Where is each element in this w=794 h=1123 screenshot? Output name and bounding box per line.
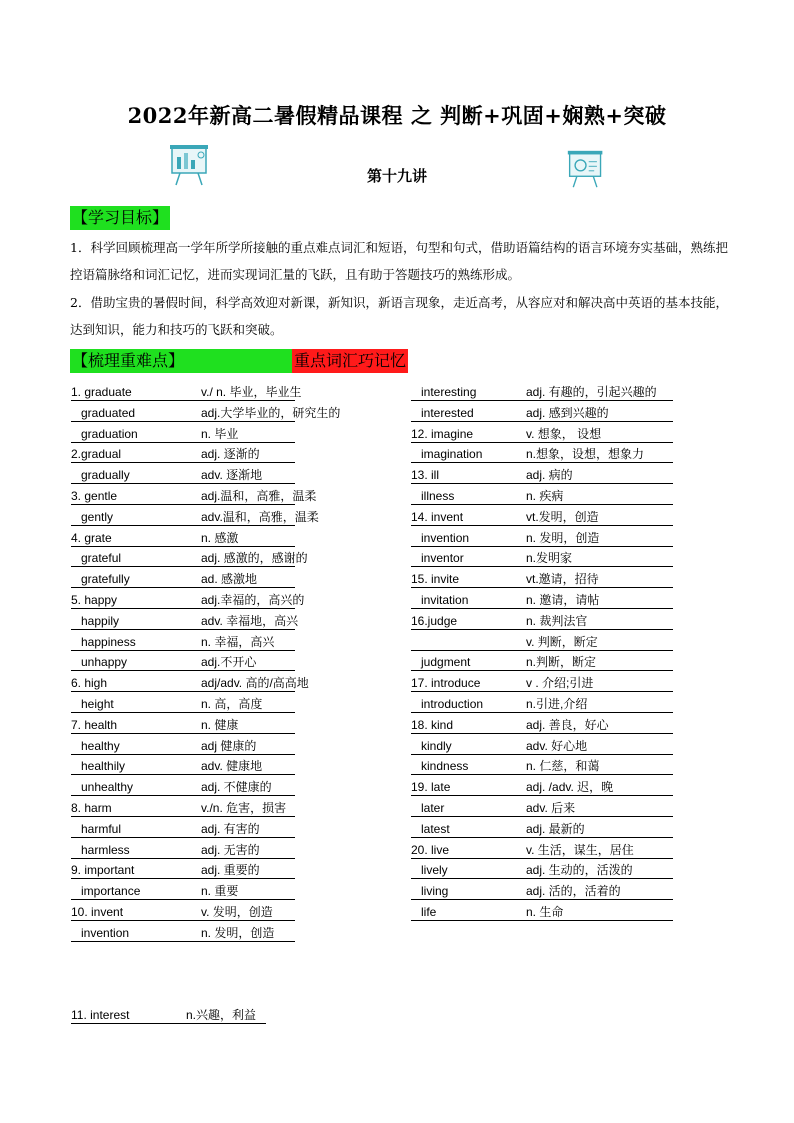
vocab-underline: [411, 400, 673, 401]
vocab-row: [411, 904, 673, 921]
vocab-underline: [411, 629, 673, 630]
vocab-definition: adj.不开心: [201, 655, 257, 670]
vocab-row: [71, 758, 295, 775]
vocab-word: 4. grate: [71, 530, 112, 545]
vocab-word: 11. interest: [71, 1008, 130, 1022]
vocab-definition: adv. 幸福地，高兴: [201, 613, 299, 628]
vocab-definition: vt.邀请，招待: [526, 572, 599, 587]
vocab-row: [411, 862, 673, 879]
vocab-word: lively: [411, 863, 448, 878]
vocab-word: illness: [411, 489, 455, 503]
vocab-row: [411, 883, 673, 900]
vocab-definition: n. 健康: [201, 717, 239, 732]
vocab-definition: adv. 逐渐地: [201, 468, 263, 483]
vocab-row: [71, 488, 317, 505]
vocab-word: unhealthy: [71, 780, 134, 795]
vocab-underline: [71, 691, 295, 692]
vocab-definition: adj. 病的: [526, 468, 573, 483]
vocab-underline: [71, 504, 295, 505]
vocab-row: [411, 467, 673, 484]
vocab-row: [71, 592, 305, 609]
vocab-underline: [71, 421, 295, 422]
vocab-row: [411, 530, 673, 547]
vocab-definition: v . 介绍;引进: [526, 676, 594, 691]
vocab-underline: [71, 525, 295, 526]
vocab-definition: adj/adv. 高的/高高地: [201, 676, 309, 691]
vocab-definition: n. 疾病: [526, 489, 564, 503]
vocab-underline: [411, 774, 673, 775]
vocab-definition: v. 判断，断定: [526, 634, 598, 649]
vocab-definition: v. 生活，谋生，居住: [526, 842, 634, 857]
vocab-underline: [411, 733, 673, 734]
vocab-word: kindly: [411, 738, 452, 753]
vocab-definition: adj. /adv. 迟，晚: [526, 780, 614, 795]
vocab-underline: [411, 608, 673, 609]
vocab-underline: [411, 670, 673, 671]
vocab-definition: adj. 有趣的，引起兴趣的: [526, 385, 657, 399]
vocab-word: inventor: [411, 551, 464, 566]
vocab-word: life: [411, 905, 437, 919]
vocab-word: judgment: [411, 655, 471, 670]
vocab-definition: n. 发明，创造: [201, 925, 275, 940]
vocab-word: introduction: [411, 697, 484, 711]
vocab-row: [71, 654, 295, 671]
vocab-row: [411, 634, 673, 651]
vocab-row: [411, 738, 673, 755]
vocab-definition: n. 高，高度: [201, 697, 263, 711]
vocab-underline: [411, 899, 673, 900]
vocab-underline: [411, 525, 673, 526]
vocab-underline: [71, 774, 295, 775]
vocab-word: 8. harm: [71, 801, 112, 815]
vocab-underline: [71, 712, 295, 713]
vocab-definition: v. 想象， 设想: [526, 426, 602, 441]
vocab-underline: [411, 546, 673, 547]
vocab-word: 2.gradual: [71, 447, 122, 462]
vocab-underline: [411, 795, 673, 796]
goal-paragraph: 1．科学回顾梳理高一学年所学所接触的重点难点词汇和短语，句型和句式，借助语篇结构的语言环境夯实基础，熟练把控语篇脉络和词汇记忆，进而实现词汇量的飞跃，且有助于答题技巧的熟练形成。: [70, 240, 728, 282]
vocab-definition: v. 发明，创造: [201, 905, 273, 919]
vocab-row: [71, 800, 295, 817]
vocab-row: [411, 488, 673, 505]
goal-paragraph: 2．借助宝贵的暑假时间，科学高效迎对新课，新知识，新语言现象，走近高考，从容应对和解决高中英语的基本技能，达到知识，能力和技巧的飞跃和突破。: [70, 295, 728, 337]
vocab-definition: n. 重要: [201, 884, 239, 899]
vocab-row: [71, 696, 295, 713]
vocab-definition: v./n. 危害，损害: [201, 801, 287, 815]
vocab-underline: [71, 462, 295, 463]
review-heading: 【梳理重难点】: [70, 349, 294, 373]
vocab-definition: adj. 有害的: [201, 821, 260, 836]
vocab-underline: [411, 691, 673, 692]
vocab-row: [71, 509, 319, 526]
vocab-underline: [71, 878, 295, 879]
vocab-word: kindness: [411, 759, 469, 774]
vocab-word: gradually: [71, 468, 130, 483]
vocab-heading: 重点词汇巧记忆: [292, 349, 408, 373]
vocab-definition: vt.发明，创造: [526, 509, 599, 524]
vocab-underline: [411, 712, 673, 713]
vocab-row: [71, 571, 295, 588]
vocab-definition: n. 幸福，高兴: [201, 634, 275, 649]
vocab-row: [411, 613, 673, 630]
vocab-row: [71, 883, 295, 900]
vocab-underline: [411, 483, 673, 484]
vocab-row: [71, 738, 295, 755]
vocab-word: 18. kind: [411, 717, 454, 732]
vocab-row: [71, 530, 295, 547]
learning-goals-heading: 【学习目标】: [70, 206, 170, 230]
vocab-word: 5. happy: [71, 593, 118, 607]
vocab-row: [411, 592, 673, 609]
vocab-word: 20. live: [411, 842, 450, 857]
vocab-definition: n. 仁慈，和蔼: [526, 759, 600, 774]
vocab-definition: adj. 无害的: [201, 842, 260, 857]
vocab-definition: n. 发明，创造: [526, 530, 600, 545]
vocab-underline: [71, 608, 295, 609]
vocab-row: [411, 821, 673, 838]
vocab-word: 17. introduce: [411, 676, 481, 691]
vocab-row: [71, 405, 341, 422]
vocab-underline: [71, 650, 295, 651]
vocab-word: healthy: [71, 738, 120, 753]
vocab-row: [411, 800, 673, 817]
vocab-row: [71, 862, 295, 879]
vocab-word: invention: [71, 925, 130, 940]
vocab-row: [71, 467, 295, 484]
vocab-row: [411, 446, 673, 463]
vocab-definition: n.发明家: [526, 551, 573, 566]
vocab-definition: adj. 善良，好心: [526, 717, 609, 732]
vocab-word: 19. late: [411, 780, 451, 795]
vocab-word: interesting: [411, 385, 477, 399]
vocab-row: [71, 842, 295, 859]
vocab-row: [411, 779, 673, 796]
vocab-word: graduation: [71, 426, 138, 441]
vocab-row: [411, 550, 673, 567]
vocab-word: 9. important: [71, 863, 135, 878]
vocab-definition: adv.温和，高雅，温柔: [201, 509, 319, 524]
vocab-word: happiness: [71, 634, 136, 649]
vocab-underline: [71, 400, 295, 401]
vocab-definition: v./ n. 毕业，毕业生: [201, 385, 302, 399]
vocab-word: imagination: [411, 447, 483, 462]
vocab-word: graduated: [71, 405, 136, 420]
vocab-definition: adj. 感到兴趣的: [526, 405, 609, 420]
vocab-underline: [411, 566, 673, 567]
vocab-word: height: [71, 697, 114, 711]
vocab-row: [411, 571, 673, 588]
vocab-word: 16.judge: [411, 613, 458, 628]
vocab-row: [71, 446, 295, 463]
vocab-underline: [411, 421, 673, 422]
vocab-definition: adj. 活的，活着的: [526, 884, 621, 899]
vocab-definition: adj.大学毕业的，研究生的: [201, 405, 341, 420]
vocab-definition: adv. 后来: [526, 801, 576, 815]
vocab-row: [411, 426, 673, 443]
vocab-underline: [411, 920, 673, 921]
vocab-word: living: [411, 884, 449, 899]
vocab-definition: adv. 健康地: [201, 759, 263, 774]
vocab-row: [71, 717, 295, 734]
vocab-underline: [411, 462, 673, 463]
vocab-definition: adj. 最新的: [526, 821, 585, 836]
vocab-definition: n. 邀请，请帖: [526, 593, 600, 607]
vocab-word: 10. invent: [71, 905, 124, 919]
vocab-underline: [71, 920, 295, 921]
vocab-word: 13. ill: [411, 468, 440, 483]
vocab-row: [411, 842, 673, 859]
vocab-row: [71, 426, 295, 443]
vocab-definition: adv. 好心地: [526, 738, 588, 753]
vocab-word: later: [411, 801, 445, 815]
vocab-word: importance: [71, 884, 141, 899]
vocab-definition: adj.温和，高雅，温柔: [201, 489, 317, 503]
vocab-row: [71, 675, 309, 692]
vocab-underline: [71, 858, 295, 859]
vocab-row: [71, 613, 299, 630]
vocab-row: [411, 717, 673, 734]
vocab-word: harmless: [71, 842, 130, 857]
vocab-definition: adj. 重要的: [201, 863, 260, 878]
vocab-row: [71, 779, 295, 796]
vocab-underline: [71, 546, 295, 547]
vocab-underline: [71, 795, 295, 796]
vocab-row: [411, 758, 673, 775]
vocab-underline: [71, 1023, 266, 1024]
vocab-row: [411, 654, 673, 671]
vocab-word: happily: [71, 613, 120, 628]
vocab-underline: [71, 754, 295, 755]
vocab-word: 14. invent: [411, 509, 464, 524]
vocab-underline: [71, 899, 295, 900]
vocab-word: 6. high: [71, 676, 108, 691]
vocab-definition: n. 毕业: [201, 426, 239, 441]
vocab-underline: [411, 754, 673, 755]
vocab-row: [411, 384, 673, 401]
vocab-definition: adj. 不健康的: [201, 780, 272, 795]
vocab-word: healthily: [71, 759, 126, 774]
vocab-definition: n.引进,介绍: [526, 697, 588, 711]
vocab-word: 7. health: [71, 717, 118, 732]
vocab-underline: [71, 483, 295, 484]
vocab-word: 15. invite: [411, 572, 460, 587]
vocab-definition: n.想象，设想，想象力: [526, 447, 645, 462]
vocab-underline: [71, 670, 295, 671]
vocab-definition: adj.幸福的，高兴的: [201, 593, 305, 607]
vocab-word: harmful: [71, 821, 122, 836]
vocab-definition: adj. 逐渐的: [201, 447, 260, 462]
vocab-word: 12. imagine: [411, 426, 474, 441]
vocab-definition: n. 裁判法官: [526, 613, 588, 628]
vocab-row: [71, 384, 302, 401]
vocab-definition: n. 生命: [526, 905, 564, 919]
vocab-underline: [71, 941, 295, 942]
document-title: 2022年新高二暑假精品课程 之 判断+巩固+娴熟+突破: [127, 103, 667, 128]
vocab-word: latest: [411, 821, 450, 836]
vocab-underline: [71, 629, 295, 630]
vocab-word: 1. graduate: [71, 385, 132, 399]
vocab-word: gratefully: [71, 572, 130, 587]
vocab-row: [71, 821, 295, 838]
vocab-underline: [411, 504, 673, 505]
vocab-definition: ad. 感激地: [201, 572, 258, 587]
vocab-definition: adj. 生动的，活泼的: [526, 863, 633, 878]
vocab-word: unhappy: [71, 655, 128, 670]
vocab-word: invitation: [411, 593, 469, 607]
vocab-row: [71, 550, 308, 567]
vocab-row: [71, 1007, 266, 1024]
vocab-underline: [411, 858, 673, 859]
vocab-underline: [71, 837, 295, 838]
vocab-row: [71, 925, 295, 942]
vocab-definition: n. 感激: [201, 530, 239, 545]
vocab-definition: n.兴趣，利益: [186, 1008, 257, 1022]
vocab-underline: [411, 650, 673, 651]
vocab-underline: [411, 837, 673, 838]
vocab-definition: adj. 感激的，感谢的: [201, 551, 308, 566]
vocab-underline: [411, 878, 673, 879]
vocab-underline: [71, 587, 295, 588]
vocab-row: [411, 509, 673, 526]
vocab-underline: [71, 566, 295, 567]
vocab-definition: adj 健康的: [201, 738, 257, 753]
vocab-underline: [411, 442, 673, 443]
vocab-underline: [71, 442, 295, 443]
vocab-definition: n.判断，断定: [526, 655, 597, 670]
vocab-underline: [71, 816, 295, 817]
vocab-word: interested: [411, 405, 474, 420]
vocab-row: [71, 634, 295, 651]
vocab-row: [411, 405, 673, 422]
vocab-underline: [71, 733, 295, 734]
lecture-number: 第十九讲: [366, 167, 427, 185]
vocab-row: [411, 675, 673, 692]
vocab-row: [71, 904, 295, 921]
vocab-word: grateful: [71, 551, 122, 566]
vocab-word: invention: [411, 530, 470, 545]
vocab-word: 3. gentle: [71, 489, 118, 503]
vocab-underline: [411, 587, 673, 588]
vocab-row: [411, 696, 673, 713]
vocab-word: gently: [71, 509, 114, 524]
vocab-underline: [411, 816, 673, 817]
